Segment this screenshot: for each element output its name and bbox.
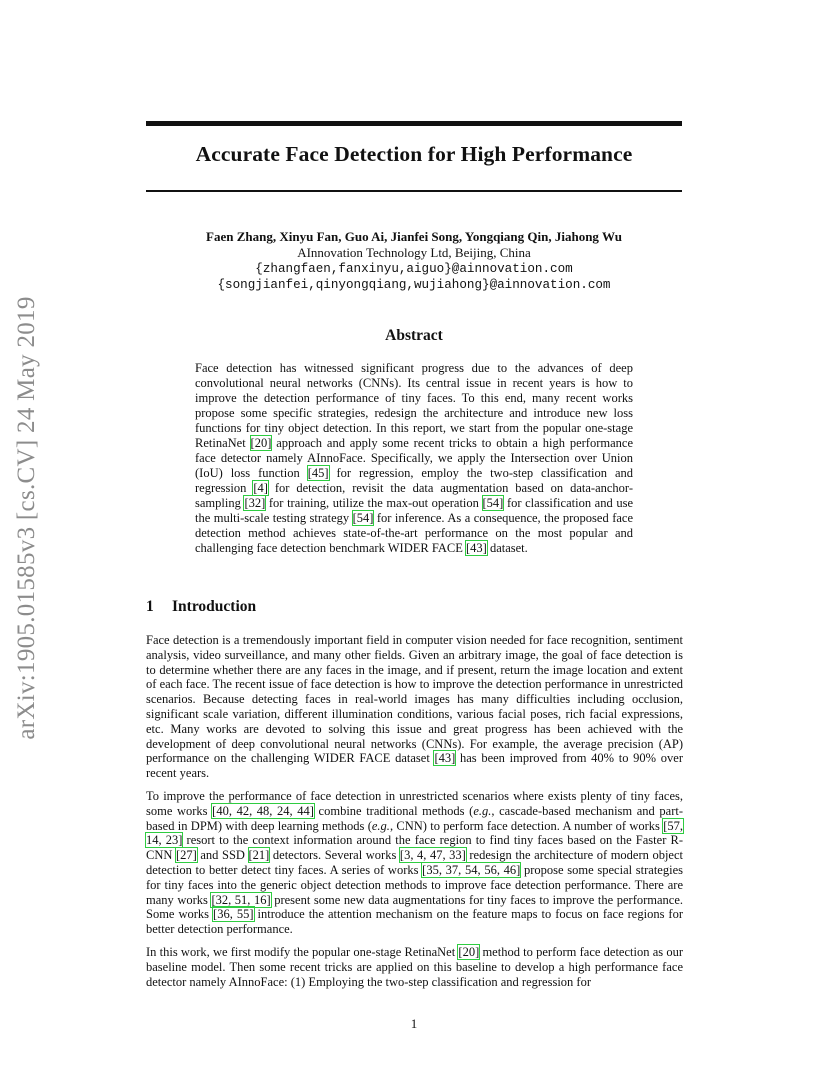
citation-link[interactable]: [43]: [434, 751, 456, 766]
citation-link[interactable]: [54]: [352, 511, 374, 525]
affiliation: AInnovation Technology Ltd, Beijing, China: [297, 245, 531, 260]
citation-link[interactable]: [40, 42, 48, 24, 44]: [212, 803, 314, 818]
citation-link[interactable]: [45]: [307, 466, 329, 480]
citation-link[interactable]: [32]: [244, 496, 266, 510]
author-block: [146, 229, 682, 293]
page-number: 1: [410, 1016, 418, 1031]
citation-link[interactable]: [32, 51, 16]: [211, 892, 271, 907]
emphasis-text: e.g.: [473, 803, 492, 818]
citation-link[interactable]: [43]: [465, 541, 487, 555]
author-names: Faen Zhang, Xinyu Fan, Guo Ai, Jianfei Song, Yongqiang Qin, Jiahong Wu: [206, 229, 622, 244]
citation-link[interactable]: [27]: [175, 848, 197, 863]
citation-link[interactable]: [35, 37, 54, 56, 46]: [422, 862, 521, 877]
abstract-heading: Abstract: [385, 327, 443, 344]
arxiv-stamp-text: arXiv:1905.01585v3 [cs.CV] 24 May 2019: [13, 296, 40, 740]
section-title: Introduction: [172, 598, 257, 615]
email-line-2[interactable]: {songjianfei,qinyongqiang,wujiahong}@ainnovation.com: [217, 278, 611, 292]
abstract-body: Face detection has witnessed significant progress due to the advances of deep convolutional neural networks (CNNs). Its central issue in recent years is how to improve the detection performance of tiny faces. To this end, many recent works propose some specific strategies, redesign the architecture and introduce new loss functions for tiny object detection. In this report, we start from the popular one-stage RetinaNet [20] approach and apply some recent tricks to obtain a high performance face detector namely AInnoFace. Specifically, we apply the Intersection over Union (IoU) loss function [45] for regression, employ the two-step classification and regression [4] for detection, revisit the data augmentation based on data-anchor-sampling [32] for training, utilize the max-out operation [54] for classification and use the multi-scale testing strategy [54] for inference. As a consequence, the proposed face detection method achieves state-of-the-art performance on the most popular and challenging face detection benchmark WIDER FACE [43] dataset.: [195, 361, 634, 555]
emphasis-text: e.g.: [371, 818, 390, 833]
arxiv-stamp: [4, 278, 50, 758]
title-rule-bottom: [146, 190, 682, 192]
title-rule-top: [146, 121, 682, 126]
email-line-1[interactable]: {zhangfaen,fanxinyu,aiguo}@ainnovation.com: [255, 262, 573, 276]
citation-link[interactable]: [57, 14, 23]: [146, 818, 683, 848]
citation-link[interactable]: [21]: [248, 848, 270, 863]
section-body: [146, 633, 683, 997]
citation-link[interactable]: [54]: [482, 496, 504, 510]
citation-link[interactable]: [20]: [250, 436, 272, 450]
paragraph: In this work, we first modify the popular one-stage RetinaNet [20] method to perform face detection as our baseline model. Then some recent tricks are applied on this baseline to develop a high performance face detector namely AInnoFace: (1) Employing the two-step classification and regression for: [146, 944, 683, 989]
paper-title: Accurate Face Detection for High Performance: [195, 142, 633, 166]
citation-link[interactable]: [3, 4, 47, 33]: [399, 848, 466, 863]
paragraph: Face detection is a tremendously important field in computer vision needed for face recognition, sentiment analysis, video surveillance, and many other fields. Given an arbitrary image, the goal of face detection is to determine whether there are any faces in the image, and if present, return the image location and extent of each face. The recent issue of face detection is how to improve the detection performance in unrestricted scenarios. Because detecting faces in real-world images has many difficulties including occlusion, significant scale variation, different illumination conditions, various facial poses, rich facial expressions, etc. Many works are devoted to solving this issue and great progress has been achieved with the development of deep convolutional neural networks (CNNs). For example, the average precision (AP) performance on the challenging WIDER FACE dataset [43] has been improved from 40% to 90% over recent years.: [146, 633, 683, 781]
section-number: 1: [146, 598, 154, 615]
citation-link[interactable]: [36, 55]: [213, 907, 254, 922]
citation-link[interactable]: [20]: [458, 944, 480, 959]
paragraph: To improve the performance of face detection in unrestricted scenarios where exists plenty of tiny faces, some works [40, 42, 48, 24, 44] combine traditional methods (e.g., cascade-based mechanism and part-based in DPM) with deep learning methods (e.g., CNN) to perform face detection. A number of works [57, 14, 23] resort to the context information around the face region to find tiny faces based on the Faster R-CNN [27] and SSD [21] detectors. Several works [3, 4, 47, 33] redesign the architecture of modern object detection to better detect tiny faces. A series of works [35, 37, 54, 56, 46] propose some special strategies for tiny faces into the generic object detection methods to improve face detection performance. There are many works [32, 51, 16] present some new data augmentations for tiny faces to improve the performance. Some works [36, 55] introduce the attention mechanism on the feature maps to focus on face regions for better detection performance.: [146, 788, 684, 937]
citation-link[interactable]: [4]: [253, 481, 268, 495]
section-heading: [146, 598, 256, 616]
